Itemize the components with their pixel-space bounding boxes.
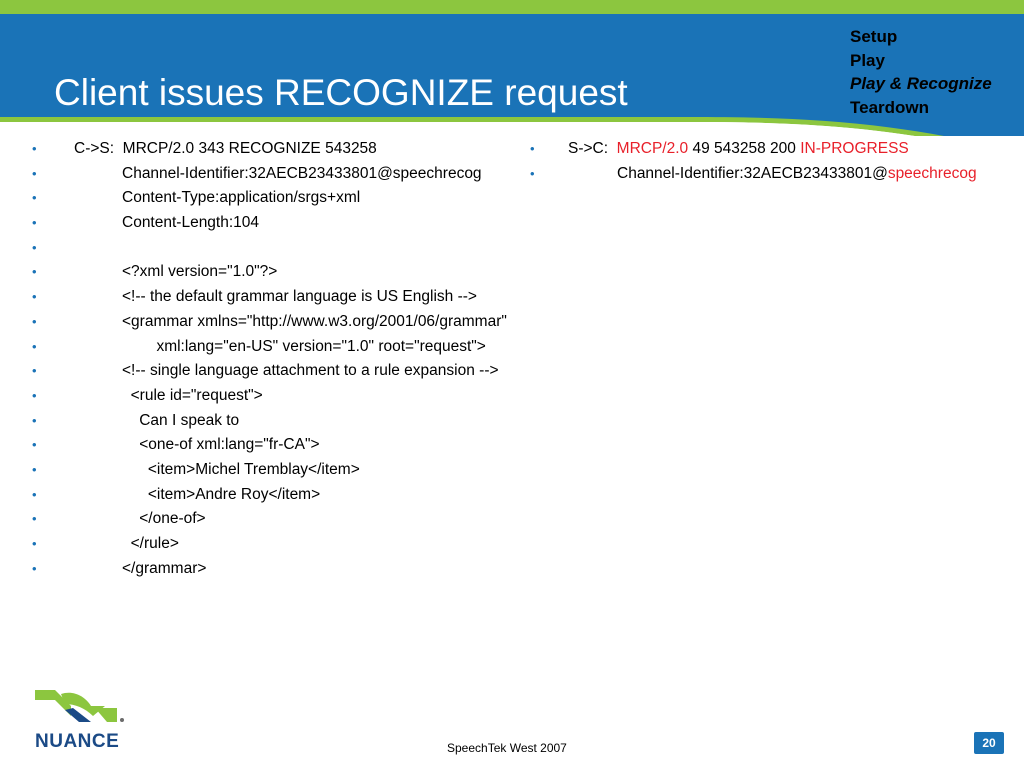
bullet-icon: • [32,486,37,502]
request-line-text: C->S: MRCP/2.0 343 RECOGNIZE 543258 [74,140,377,157]
request-line-text: <rule id="request"> [122,386,263,404]
request-line-text: </rule> [122,535,179,552]
bullet-icon: • [32,387,37,403]
bullet-icon: • [32,363,37,379]
agenda-item-play: Play [850,50,885,70]
request-line [32,335,532,360]
agenda-item-teardown: Teardown [850,97,930,117]
request-line [32,532,532,557]
response-prefix: S->C: [568,140,617,157]
request-line [32,137,532,162]
request-line [32,162,532,187]
bullet-icon: • [530,141,535,156]
request-line-text: Content-Length:104 [122,214,260,232]
request-line [32,359,532,384]
response-line [530,162,1020,187]
request-line-text: <!-- the default grammar language is US English --> [122,288,477,306]
bullet-icon: • [32,560,37,576]
request-line [32,186,532,211]
request-line-text: <?xml version="1.0"?> [122,263,278,281]
bullet-icon: • [32,412,37,428]
request-line-text: </one-of> [122,510,206,528]
slide-title: Client issues RECOGNIZE request [54,72,628,113]
response-protocol: MRCP/2.0 [616,140,689,157]
request-line-text: </grammar> [122,559,207,577]
request-line [32,433,532,458]
request-line [32,260,532,285]
request-line-text: <item>Michel Tremblay</item> [122,460,360,478]
logo-trademark-dot [120,718,124,722]
bullet-icon: • [32,289,37,305]
page-number-badge: 20 [974,732,1004,754]
request-line-text: Channel-Identifier:32AECB23433801@speechrecog [122,164,482,182]
response-line [530,137,1020,162]
bullet-icon: • [32,536,37,551]
server-response-column [530,137,1020,186]
bullet-icon: • [32,264,37,280]
bullet-icon: • [32,437,37,453]
nuance-logo-icon [33,688,123,728]
bullet-icon: • [32,461,37,477]
channel-resource: speechrecog [887,164,977,182]
response-ids: 49 543258 200 [688,140,801,157]
client-request-column [32,137,532,581]
agenda-item-play-recognize: Play & Recognize [850,74,992,93]
slide-header [0,0,1024,136]
request-line [32,458,532,483]
request-line [32,483,532,508]
bullet-icon: • [32,141,37,156]
footer-event: SpeechTek West 2007 [447,741,567,755]
logo-wordmark: NUANCE [35,731,120,752]
request-line [32,507,532,532]
request-line-text: Can I speak to [122,411,240,429]
bullet-icon: • [530,165,535,181]
request-line [32,236,532,261]
response-state: IN-PROGRESS [800,140,909,157]
agenda-item-setup: Setup [850,27,898,46]
bullet-icon: • [32,511,37,527]
request-line-text: <one-of xml:lang="fr-CA"> [122,436,320,454]
request-line-text: <item>Andre Roy</item> [122,485,321,503]
bullet-icon: • [32,215,37,231]
bullet-icon: • [32,313,37,329]
request-line [32,409,532,434]
request-line [32,557,532,582]
request-line-text: xml:lang="en-US" version="1.0" root="request"> [122,337,486,355]
bullet-icon: • [32,190,37,206]
request-line-text: <!-- single language attachment to a rule expansion --> [122,362,499,380]
bullet-icon: • [32,338,37,354]
request-line [32,211,532,236]
bullet-icon: • [32,239,37,255]
request-line-text: <grammar xmlns="http://www.w3.org/2001/06/grammar" [122,312,507,330]
bullet-icon: • [32,165,37,181]
agenda-list [850,25,992,119]
request-line [32,384,532,409]
request-line [32,310,532,335]
request-line-text: Content-Type:application/srgs+xml [122,189,361,207]
channel-identifier: Channel-Identifier:32AECB23433801@ [617,164,888,182]
request-line [32,285,532,310]
